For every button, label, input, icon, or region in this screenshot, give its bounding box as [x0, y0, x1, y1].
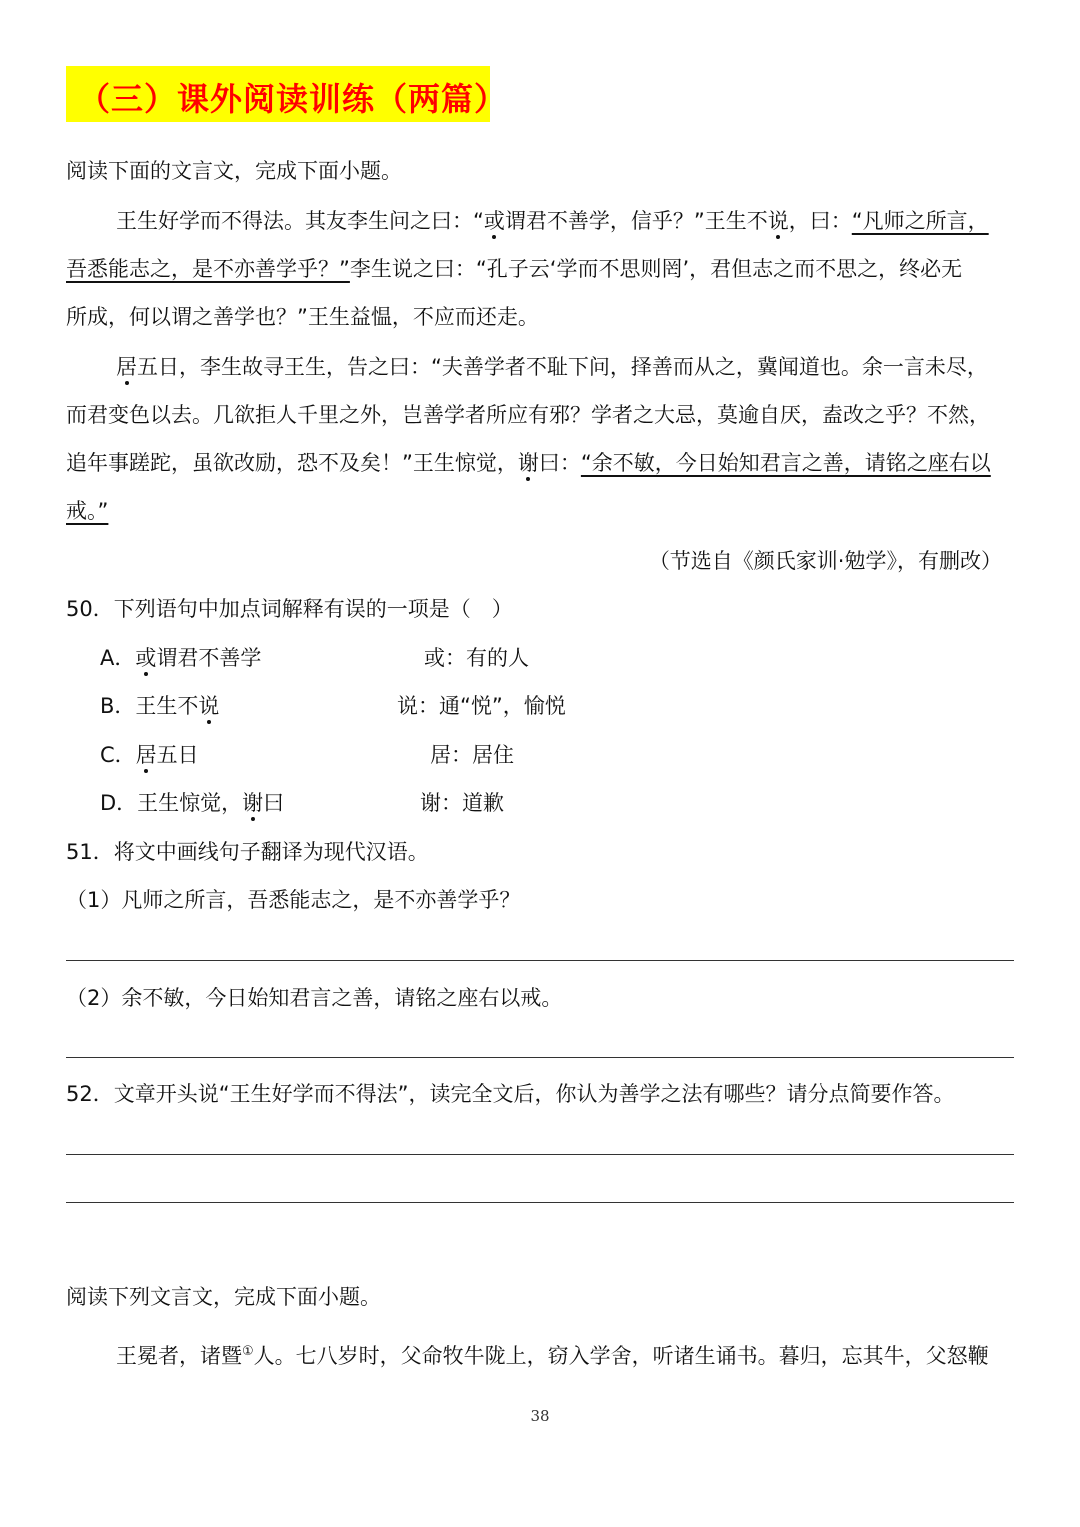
dotted-char: 说 [198, 694, 220, 718]
text: 五日 [156, 743, 199, 767]
page-number: 38 [530, 1407, 550, 1425]
dotted-char: 或 [483, 209, 505, 233]
underlined-sentence: 戒。” [66, 499, 109, 523]
dotted-char: 居 [116, 355, 137, 379]
answer-line [66, 1057, 1014, 1058]
option-label: D． [100, 791, 138, 815]
text: 李生说之曰：“孔子云‘学而不思则罔’，君但志之而不思之，终必无 [349, 257, 963, 281]
text: 曰： [538, 451, 581, 475]
passage2-intro: 阅读下列文言文，完成下面小题。 [66, 1285, 381, 1309]
text: 王生不 [135, 694, 199, 718]
option-label: B． [100, 694, 136, 718]
answer-line [66, 960, 1014, 961]
underlined-sentence: 吾悉能志之，是不亦善学乎？” [66, 257, 350, 281]
dotted-char: 或 [135, 646, 157, 670]
text: 谓君不善学，信乎？”王生不 [504, 209, 768, 233]
text: ，曰： [788, 209, 852, 233]
passage1-p2-line2: 而君变色以去。几欲拒人千里之外，岂善学者所应有邪？学者之大忌，莫逾自厌，盍改之乎？不然， [66, 403, 990, 427]
passage1-p2-line4 [66, 496, 108, 526]
footnote-marker: ① [242, 1344, 254, 1359]
question-51-sub1: （1）凡师之所言，吾悉能志之，是不亦善学乎？ [66, 888, 521, 912]
dotted-char: 说 [767, 209, 789, 233]
underlined-sentence: “余不敏，今日始知君言之善，请铭之座右以 [580, 451, 991, 475]
option-c-answer: 居：居住 [430, 743, 514, 767]
answer-line [66, 1154, 1014, 1155]
text: 王冕者，诸暨 [116, 1344, 242, 1368]
dotted-char: 谢 [242, 791, 264, 815]
passage1-p1-line3: 所成，何以谓之善学也？”王生益愠，不应而还走。 [66, 305, 539, 329]
passage1-p1-line1 [116, 206, 989, 236]
passage1-p2-line3 [66, 448, 991, 478]
text: 王生惊觉， [137, 791, 243, 815]
text: 曰 [263, 791, 285, 815]
underlined-sentence: “凡师之所言， [851, 209, 989, 233]
question-50-stem: 50．下列语句中加点词解释有误的一项是（ ） [66, 597, 513, 621]
option-b-answer: 说：通“悦”，愉悦 [397, 694, 566, 718]
answer-line [66, 1202, 1014, 1203]
dotted-char: 居 [135, 743, 157, 767]
option-label: A． [100, 646, 136, 670]
option-b [100, 691, 219, 721]
text: 人。七八岁时，父命牧牛陇上，窃入学舍，听诸生诵书。暮归，忘其牛，父怒鞭 [253, 1344, 989, 1368]
option-a [100, 643, 261, 673]
section-title: （三）课外阅读训练（两篇） [78, 80, 508, 118]
option-d-answer: 谢：道歉 [420, 791, 504, 815]
text: 五日，李生故寻王生，告之曰：“夫善学者不耻下问，择善而从之，冀闻道也。余一言未尽， [137, 355, 988, 379]
passage2-line1 [116, 1337, 989, 1371]
question-52-stem: 52．文章开头说“王生好学而不得法”，读完全文后，你认为善学之法有哪些？请分点简要作答。 [66, 1082, 955, 1106]
option-a-answer: 或：有的人 [424, 646, 529, 670]
text: 王生好学而不得法。其友李生问之曰：“ [116, 209, 484, 233]
text: 谓君不善学 [156, 646, 262, 670]
option-c [100, 740, 199, 770]
dotted-char: 谢 [517, 451, 539, 475]
option-d [100, 788, 284, 818]
passage1-intro: 阅读下面的文言文，完成下面小题。 [66, 159, 402, 183]
question-51-stem: 51．将文中画线句子翻译为现代汉语。 [66, 840, 429, 864]
passage1-p2-line1 [116, 352, 988, 382]
text: 追年事蹉跎，虽欲改励，恐不及矣！”王生惊觉， [66, 451, 518, 475]
option-label: C． [100, 743, 136, 767]
passage1-p1-line2 [66, 254, 962, 284]
question-51-sub2: （2）余不敏，今日始知君言之善，请铭之座右以戒。 [66, 986, 563, 1010]
passage-source: （节选自《颜氏家训·勉学》，有删改） [648, 549, 1002, 573]
